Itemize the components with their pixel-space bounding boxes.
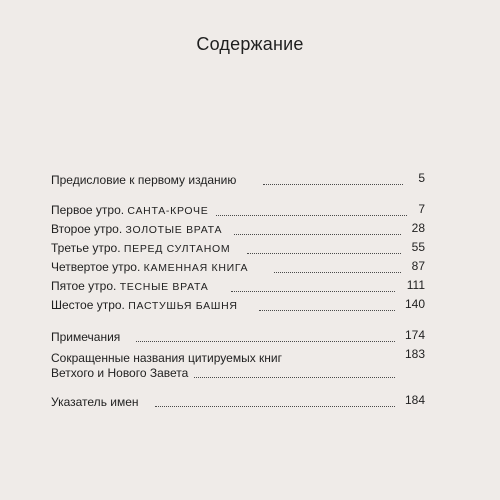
toc-page-number: 140 (404, 297, 425, 311)
toc-entry-caps: САНТА-КРОЧЕ (127, 205, 209, 218)
toc-entry-morning-2 (51, 221, 425, 240)
toc-entry-caps: ПАСТУШЬЯ БАШНЯ (128, 300, 238, 313)
toc-entry-preface (51, 171, 425, 190)
toc-entry-title: Четвертое утро. (51, 260, 141, 275)
section-spacer (51, 190, 425, 202)
toc-entry-title: Указатель имен (51, 394, 139, 409)
toc-entry-title: Шестое утро. (51, 298, 125, 313)
toc-entry-caps: ЗОЛОТЫЕ ВРАТА (125, 224, 223, 237)
section-spacer (51, 383, 425, 393)
toc-entry-title: Пятое утро. (51, 279, 117, 294)
toc-entry-title: Предисловие к первому изданию (51, 172, 237, 187)
toc-entry-morning-6 (51, 297, 425, 316)
toc-entry-morning-1 (51, 202, 425, 221)
toc-entry-abbreviations (51, 347, 425, 383)
table-of-contents (51, 171, 425, 412)
toc-page-number: 28 (411, 221, 425, 235)
section-spacer (51, 316, 425, 328)
toc-entry-title: Второе утро. (51, 222, 123, 237)
toc-page-number: 111 (406, 278, 425, 292)
toc-page-number: 184 (404, 393, 425, 407)
toc-page-number: 5 (418, 171, 425, 185)
toc-page-number: 183 (404, 347, 425, 361)
toc-page-number: 55 (411, 240, 425, 254)
toc-page-number: 87 (411, 259, 425, 273)
toc-page-number: 174 (404, 328, 425, 342)
toc-entry-caps: ПЕРЕД СУЛТАНОМ (123, 243, 231, 256)
toc-entry-caps: ТЕСНЫЕ ВРАТА (119, 281, 209, 294)
toc-entry-notes (51, 328, 425, 347)
toc-entry-title: Примечания (51, 329, 121, 344)
toc-entry-index (51, 393, 425, 412)
page-title: Содержание (196, 34, 304, 54)
toc-entry-morning-3 (51, 240, 425, 259)
toc-entry-title: Третье утро. (51, 241, 121, 256)
toc-entry-caps: КАМЕННАЯ КНИГА (143, 262, 249, 275)
toc-entry-morning-4 (51, 259, 425, 278)
toc-entry-title: Первое утро. (51, 203, 125, 218)
toc-page-number: 7 (418, 202, 425, 216)
toc-entry-morning-5 (51, 278, 425, 297)
toc-entry-title: Сокращенные названия цитируемых книг Ветхого и Нового Завета (51, 351, 282, 380)
